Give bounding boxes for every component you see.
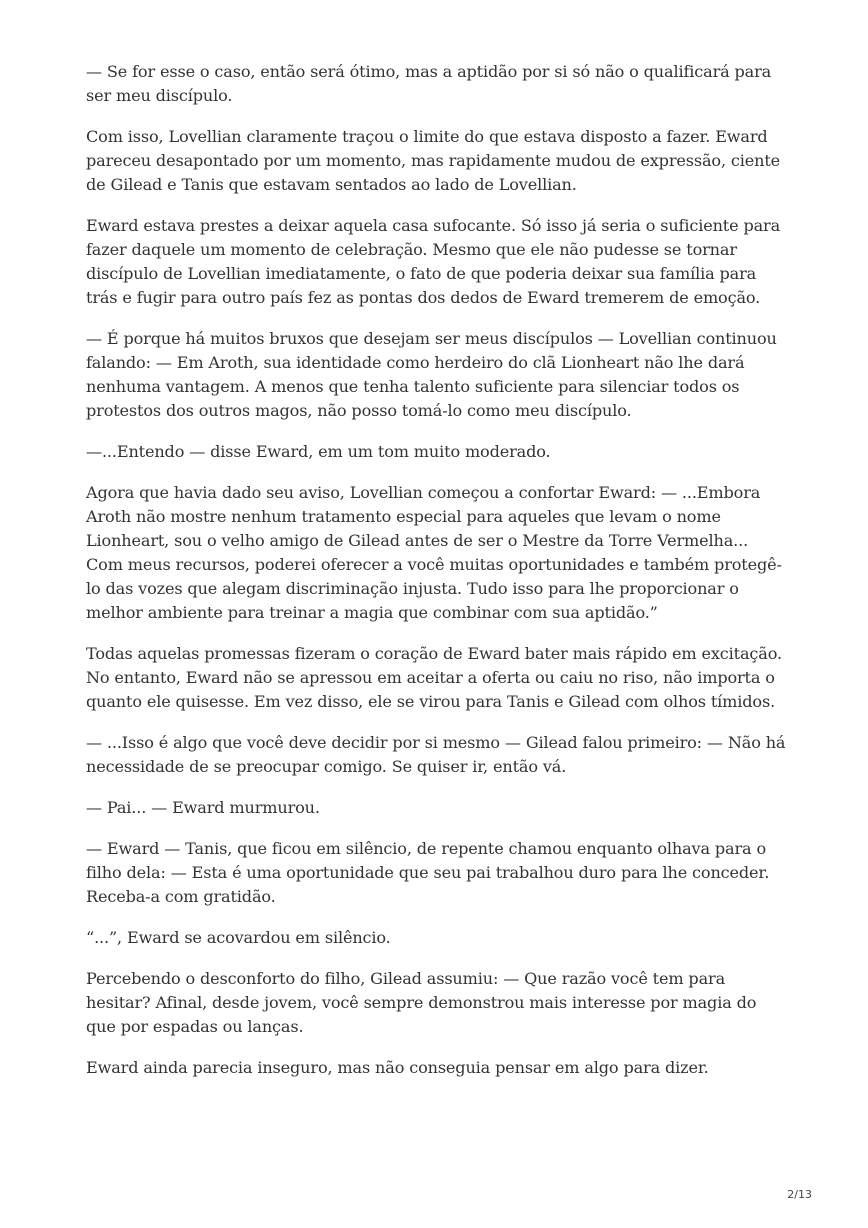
paragraph: Com isso, Lovellian claramente traçou o limite do que estava disposto a fazer. Eward pareceu desapontado por um momento, mas rapidamente mudou de expressão, ciente de Gilead e Tanis que estavam sentados ao lado de Lovellian. — [86, 127, 781, 194]
paragraph: Todas aquelas promessas fizeram o coração de Eward bater mais rápido em excitação. No entanto, Eward não se apressou em aceitar a oferta ou caiu no riso, não importa o quanto ele quisesse. Em vez disso, ele se virou para Tanis e Gilead com olhos tímidos. — [86, 644, 782, 711]
paragraph: — Se for esse o caso, então será ótimo, mas a aptidão por si só não o qualificará para ser meu discípulo. — [86, 62, 772, 105]
paragraph: Agora que havia dado seu aviso, Lovellian começou a confortar Eward: — ...Embora Aroth não mostre nenhum tratamento especial para aqueles que levam o nome Lionheart, sou o velho amigo de Gilead antes de ser o Mestre da Torre Vermelha... Com meus recursos, poderei oferecer a você muitas oportunidades e também protegê-lo das vozes que alegam discriminação injusta. Tudo isso para lhe proporcionar o melhor ambiente para treinar a magia que combinar com sua aptidão.” — [86, 483, 782, 622]
paragraph: — É porque há muitos bruxos que desejam ser meus discípulos — Lovellian continuou falando: — Em Aroth, sua identidade como herdeiro do clã Lionheart não lhe dará nenhuma vantagem. A menos que tenha talento suficiente para silenciar todos os protestos dos outros magos, não posso tomá-lo como meu discípulo. — [86, 329, 777, 420]
page-number: 2/13 — [787, 1188, 812, 1201]
document-page — [86, 60, 786, 1097]
paragraph: Eward estava prestes a deixar aquela casa sufocante. Só isso já seria o suficiente para fazer daquele um momento de celebração. Mesmo que ele não pudesse se tornar discípulo de Lovellian imediatamente, o fato de que poderia deixar sua família para trás e fugir para outro país fez as pontas dos dedos de Eward tremerem de emoção. — [86, 216, 781, 307]
paragraph: — Pai... — Eward murmurou. — [86, 798, 320, 817]
paragraph: —...Entendo — disse Eward, em um tom muito moderado. — [86, 442, 551, 461]
paragraph: — Eward — Tanis, que ficou em silêncio, de repente chamou enquanto olhava para o filho dela: — Esta é uma oportunidade que seu pai trabalhou duro para lhe conceder. Receba-a com gratidão. — [86, 839, 770, 906]
paragraph: — ...Isso é algo que você deve decidir por si mesmo — Gilead falou primeiro: — Não há necessidade de se preocupar comigo. Se quiser ir, então vá. — [86, 733, 786, 776]
paragraph: Eward ainda parecia inseguro, mas não conseguia pensar em algo para dizer. — [86, 1058, 709, 1077]
paragraph: Percebendo o desconforto do filho, Gilead assumiu: — Que razão você tem para hesitar? Afinal, desde jovem, você sempre demonstrou mais interesse por magia do que por espadas ou lanças. — [86, 969, 757, 1036]
paragraph: “...”, Eward se acovardou em silêncio. — [86, 928, 391, 947]
